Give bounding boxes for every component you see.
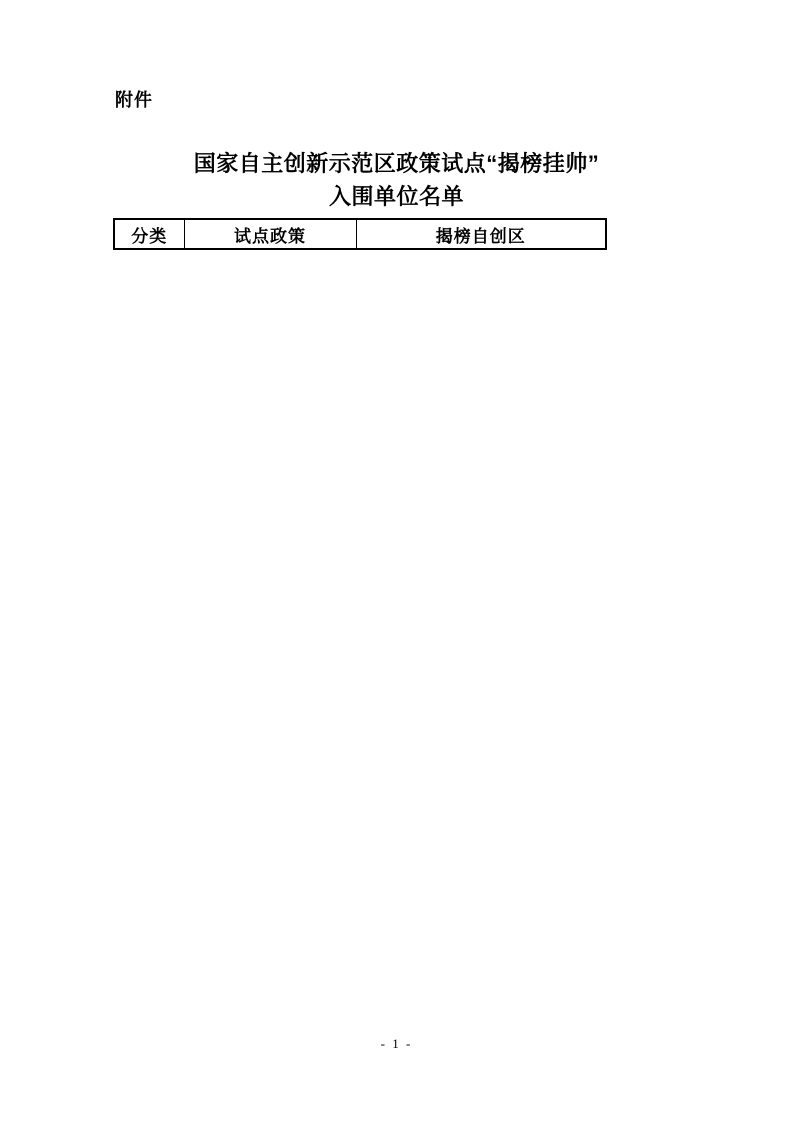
title-line-2: 入围单位名单 bbox=[328, 184, 464, 209]
policy-table bbox=[113, 218, 607, 250]
header-category: 分类 bbox=[114, 219, 184, 249]
attachment-label: 附件 bbox=[115, 90, 153, 110]
page-title bbox=[0, 147, 793, 213]
header-zone: 揭榜自创区 bbox=[356, 219, 606, 249]
title-line-1: 国家自主创新示范区政策试点“揭榜挂帅” bbox=[193, 151, 600, 176]
page-number: - 1 - bbox=[380, 1036, 413, 1051]
header-policy: 试点政策 bbox=[184, 219, 356, 249]
table-header-row bbox=[114, 219, 606, 249]
